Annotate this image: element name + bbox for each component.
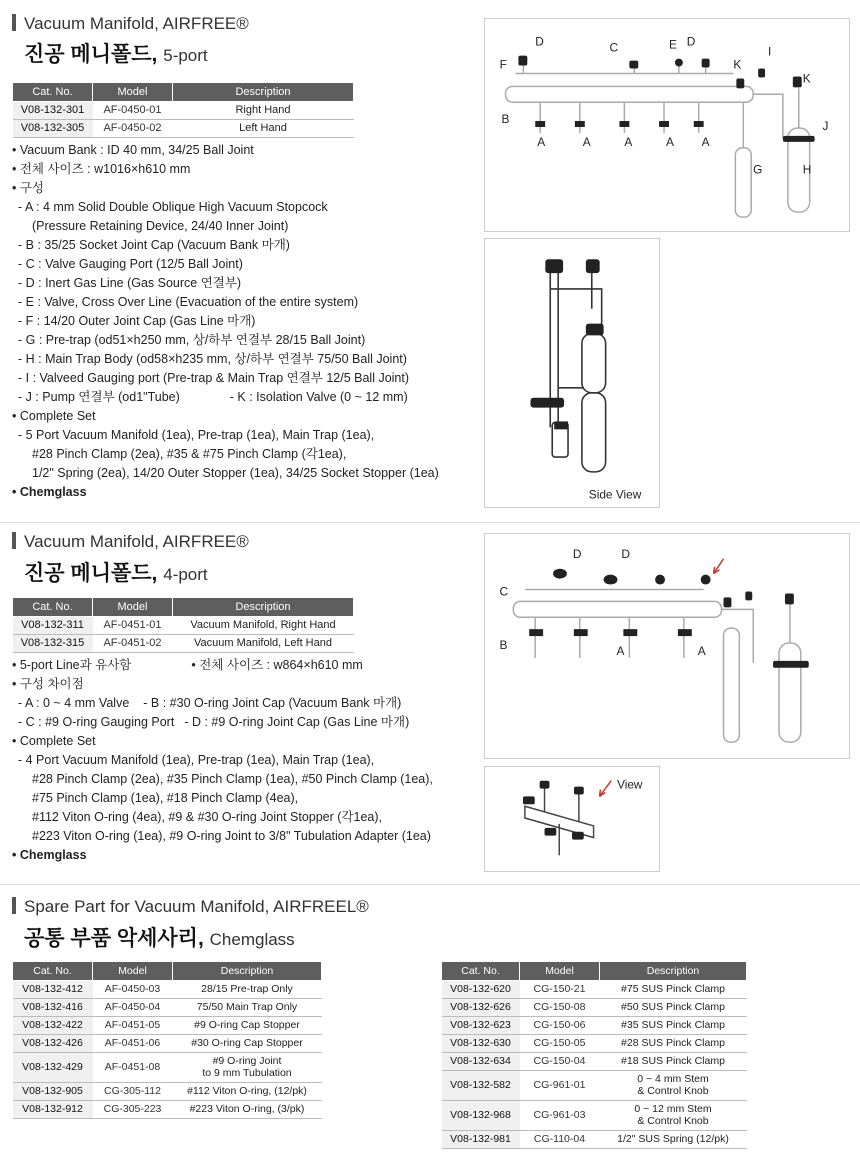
label-K2: K	[802, 71, 811, 86]
list-item: #223 Viton O-ring (1ea), #9 O-ring Joint to 3/8" Tubulation Adapter (1ea)	[32, 829, 431, 843]
manifold-4port-image	[484, 533, 850, 759]
spare-parts-table-left	[12, 961, 322, 1119]
list-item: - C : #9 O-ring Gauging Port - D : #9 O-ring Joint Cap (Gas Line 마개)	[18, 715, 410, 729]
list-item: 1/2" Spring (2ea), 14/20 Outer Stopper (1ea), 34/25 Socket Stopper (1ea)	[32, 466, 439, 480]
header-description: Description	[173, 83, 354, 102]
header-cat-no: Cat. No.	[13, 962, 93, 981]
table-row: V08-132-311 AF-0451-01 Vacuum Manifold, Right Hand	[13, 617, 354, 635]
header-model: Model	[520, 962, 600, 981]
list-item: - A : 4 mm Solid Double Oblique High Vacuum Stopcock	[18, 200, 328, 214]
side-view-caption: Side View	[588, 487, 642, 502]
table-row: V08-132-968 CG-961-03 0 ~ 12 mm Stem & Control Knob	[442, 1101, 747, 1131]
list-item: • 구성	[12, 181, 44, 195]
header-description: Description	[600, 962, 747, 981]
list-item: - D : Inert Gas Line (Gas Source 연결부)	[18, 276, 242, 290]
table-row: V08-132-315 AF-0451-02 Vacuum Manifold, Left Hand	[13, 635, 354, 653]
header-cat-no: Cat. No.	[13, 598, 93, 617]
list-item: #112 Viton O-ring (4ea), #9 & #30 O-ring Joint Stopper (각1ea),	[32, 810, 382, 824]
list-item: - 4 Port Vacuum Manifold (1ea), Pre-trap (1ea), Main Trap (1ea),	[18, 753, 375, 767]
label-G: G	[753, 162, 763, 177]
label-I: I	[768, 44, 772, 59]
label-J: J	[822, 118, 829, 133]
list-item: - B : 35/25 Socket Joint Cap (Vacuum Bank 마개)	[18, 238, 290, 252]
label-K: K	[733, 57, 742, 72]
list-item: (Pressure Retaining Device, 24/40 Inner Joint)	[32, 219, 289, 233]
label-A: A	[616, 643, 625, 658]
table-row: V08-132-905 CG-305-112 #112 Viton O-ring, (12/pk)	[13, 1083, 322, 1101]
list-item: - E : Valve, Cross Over Line (Evacuation of the entire system)	[18, 295, 359, 309]
table-row: V08-132-422 AF-0451-05 #9 O-ring Cap Stopper	[13, 1017, 322, 1035]
label-F: F	[499, 57, 507, 72]
list-item: - I : Valveed Gauging port (Pre-trap & Main Trap 연결부 12/5 Ball Joint)	[18, 371, 410, 385]
label-A4: A	[666, 134, 674, 149]
list-item: • 5-port Line과 유사함 • 전체 사이즈 : w864×h610 mm	[12, 658, 363, 672]
table-row: V08-132-626 CG-150-08 #50 SUS Pinck Clamp	[442, 999, 747, 1017]
label-E: E	[668, 37, 677, 52]
spare-parts-table-right	[441, 961, 747, 1149]
list-item: - C : Valve Gauging Port (12/5 Ball Joint)	[18, 257, 243, 271]
section2-table	[12, 597, 354, 653]
label-B: B	[499, 637, 508, 652]
section1-spec-list	[12, 141, 472, 502]
label-C: C	[609, 40, 619, 55]
divider	[0, 522, 860, 523]
header-description: Description	[173, 962, 322, 981]
label-A2: A	[582, 134, 591, 149]
header-cat-no: Cat. No.	[442, 962, 520, 981]
table-row: V08-132-416 AF-0450-04 75/50 Main Trap Only	[13, 999, 322, 1017]
list-item: - A : 0 ~ 4 mm Valve - B : #30 O-ring Joint Cap (Vacuum Bank 마개)	[18, 696, 402, 710]
section1-table	[12, 82, 354, 138]
header-model: Model	[93, 83, 173, 102]
divider	[0, 884, 860, 885]
list-item: • Complete Set	[12, 734, 96, 748]
list-item: - F : 14/20 Outer Joint Cap (Gas Line 마개)	[18, 314, 256, 328]
list-item: - J : Pump 연결부 (od1"Tube) - K : Isolation Valve (0 ~ 12 mm)	[18, 390, 408, 404]
list-item: #28 Pinch Clamp (2ea), #35 & #75 Pinch Clamp (각1ea),	[32, 447, 347, 461]
label-H: H	[802, 162, 812, 177]
list-item: - G : Pre-trap (od51×h250 mm, 상/하부 연결부 28/15 Ball Joint)	[18, 333, 366, 347]
list-item: - 5 Port Vacuum Manifold (1ea), Pre-trap (1ea), Main Trap (1ea),	[18, 428, 375, 442]
list-item: • 전체 사이즈 : w1016×h610 mm	[12, 162, 191, 176]
label-D2: D	[686, 34, 696, 49]
label-A5: A	[701, 134, 710, 149]
list-item: • Complete Set	[12, 409, 96, 423]
table-row: V08-132-981 CG-110-04 1/2" SUS Spring (12/pk)	[442, 1131, 747, 1149]
table-row: V08-132-426 AF-0451-06 #30 O-ring Cap Stopper	[13, 1035, 322, 1053]
section1-title: Vacuum Manifold, AIRFREE®	[12, 14, 249, 34]
label-A3: A	[624, 134, 633, 149]
view-caption: View	[617, 778, 643, 792]
section3-subtitle: 공통 부품 악세사리, Chemglass	[24, 927, 295, 950]
label-D2: D	[621, 546, 630, 561]
manifold-5port-image	[484, 18, 850, 232]
table-row: V08-132-429 AF-0451-08 #9 O-ring Joint to 9 mm Tubulation	[13, 1053, 322, 1083]
brand-label: • Chemglass	[12, 485, 87, 499]
header-model: Model	[93, 598, 173, 617]
list-item: #75 Pinch Clamp (1ea), #18 Pinch Clamp (4ea),	[32, 791, 299, 805]
label-C: C	[499, 584, 509, 599]
side-view-image	[484, 238, 660, 508]
table-row: V08-132-630 CG-150-05 #28 SUS Pinck Clamp	[442, 1035, 747, 1053]
label-A: A	[537, 134, 546, 149]
label-B: B	[501, 112, 510, 127]
section3-title: Spare Part for Vacuum Manifold, AIRFREEL®	[12, 897, 369, 917]
table-row: V08-132-305 AF-0450-02 Left Hand	[13, 120, 354, 138]
table-row: V08-132-620 CG-150-21 #75 SUS Pinck Clamp	[442, 981, 747, 999]
table-row: V08-132-582 CG-961-01 0 ~ 4 mm Stem & Control Knob	[442, 1071, 747, 1101]
header-cat-no: Cat. No.	[13, 83, 93, 102]
header-model: Model	[93, 962, 173, 981]
list-item: #28 Pinch Clamp (2ea), #35 Pinch Clamp (1ea), #50 Pinch Clamp (1ea),	[32, 772, 433, 786]
label-A2: A	[697, 643, 706, 658]
table-row: V08-132-623 CG-150-06 #35 SUS Pinck Clamp	[442, 1017, 747, 1035]
label-D: D	[535, 34, 544, 49]
list-item: • Vacuum Bank : ID 40 mm, 34/25 Ball Joint	[12, 143, 254, 157]
list-item: • 구성 차이점	[12, 677, 84, 691]
table-row: V08-132-412 AF-0450-03 28/15 Pre-trap Only	[13, 981, 322, 999]
table-row: V08-132-634 CG-150-04 #18 SUS Pinck Clamp	[442, 1053, 747, 1071]
brand-label: • Chemglass	[12, 848, 87, 862]
section2-spec-list	[12, 656, 482, 865]
list-item: - H : Main Trap Body (od58×h235 mm, 상/하부 연결부 75/50 Ball Joint)	[18, 352, 407, 366]
view-image	[484, 766, 660, 872]
table-row: V08-132-301 AF-0450-01 Right Hand	[13, 102, 354, 120]
section2-title: Vacuum Manifold, AIRFREE®	[12, 532, 249, 552]
section1-subtitle: 진공 메니폴드, 5-port	[24, 43, 208, 66]
label-D: D	[572, 546, 582, 561]
table-row: V08-132-912 CG-305-223 #223 Viton O-ring, (3/pk)	[13, 1101, 322, 1119]
section2-subtitle: 진공 메니폴드, 4-port	[24, 562, 208, 585]
header-description: Description	[173, 598, 354, 617]
